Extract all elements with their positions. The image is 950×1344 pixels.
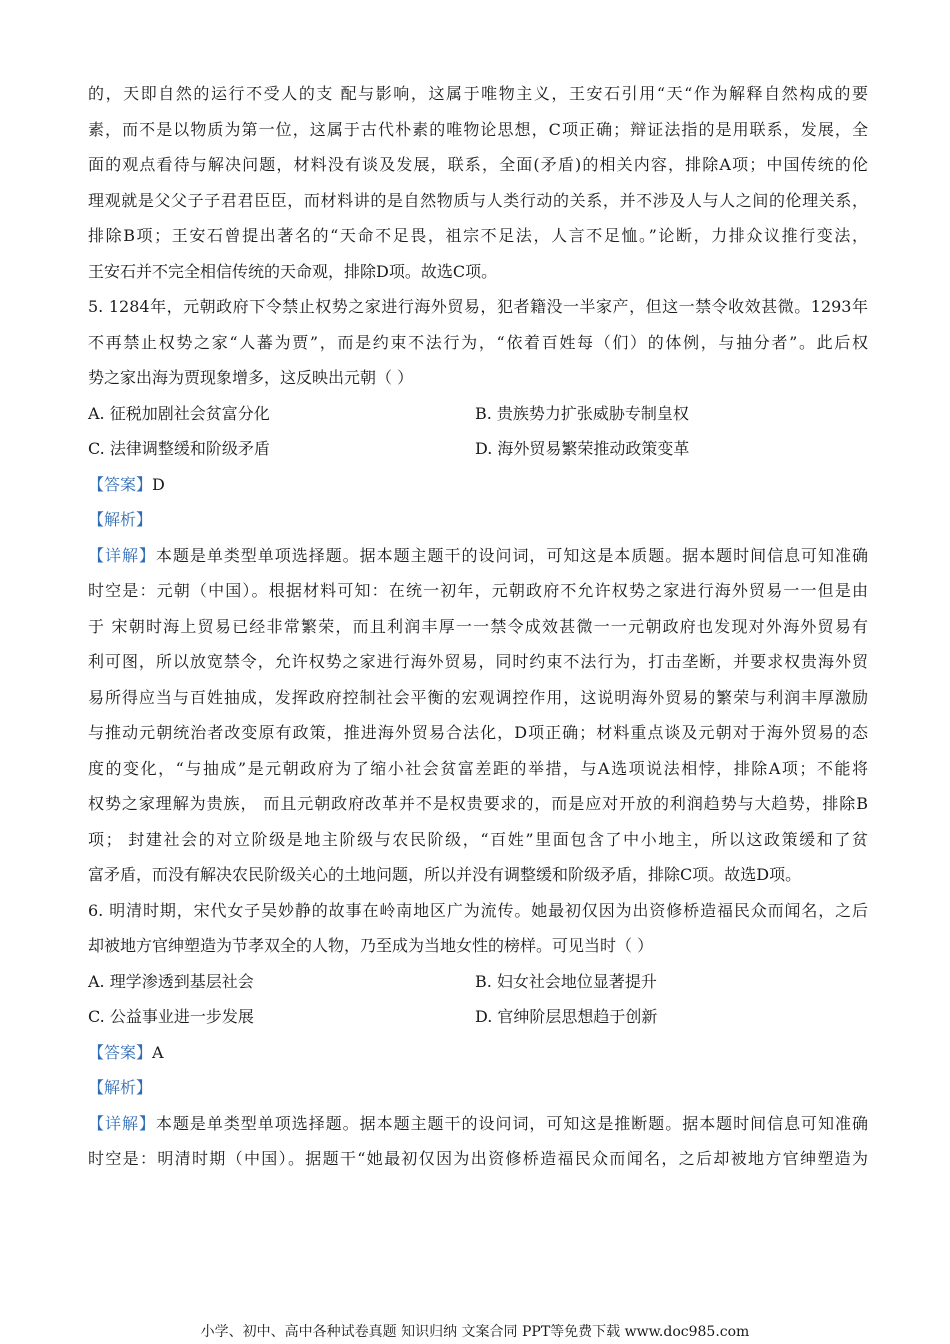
- question-6: [88, 893, 868, 1177]
- detail-line: 利可图，所以放宽禁令，允许权势之家进行海外贸易，同时约束不法行为，打击垄断，并要求权贵海外贸: [88, 652, 868, 671]
- detail-line: [88, 1106, 868, 1142]
- detail-tag: 【详解】: [88, 1113, 156, 1133]
- option-c: C. 公益事业进一步发展: [88, 1007, 254, 1026]
- options-row: [88, 964, 868, 1000]
- page-footer: 小学、初中、高中各种试卷真题 知识归纳 文案合同 PPT等免费下载 www.doc985.com: [200, 1324, 750, 1340]
- option-a: A. 征税加剧社会贫富分化: [88, 403, 270, 423]
- question-5: [88, 289, 868, 893]
- answer-value: D: [152, 474, 165, 494]
- detail-text: 本题是单类型单项选择题。据本题主题干的设问词，可知这是本质题。据本题时间信息可知准确: [155, 545, 868, 565]
- analysis-line: [88, 502, 868, 538]
- answer-tag: 【答案】: [88, 474, 153, 494]
- question-stem-line: 5. 1284年，元朝政府下令禁止权势之家进行海外贸易，犯者籍没一半家产，但这一禁令收效甚微。1293年: [88, 297, 868, 316]
- detail-line: 易所得应当与百姓抽成，发挥政府控制社会平衡的宏观调控作用，这说明海外贸易的繁荣与利润丰厚激励: [88, 687, 868, 707]
- question-stem-line: 势之家出海为贾现象增多，这反映出元朝（ ）: [88, 368, 414, 387]
- option-d: D. 海外贸易繁荣推动政策变革: [475, 439, 690, 458]
- option-a: A. 理学渗透到基层社会: [88, 971, 254, 991]
- document-page: [88, 76, 868, 1177]
- detail-line: 与推动元朝统治者改变原有政策，推进海外贸易合法化，D项正确；材料重点谈及元朝对于海外贸易的态: [88, 723, 868, 742]
- detail-line: 权势之家理解为贵族， 而且元朝政府改革并不是权贵要求的，而是应对开放的利润趋势与大趋势，排除B: [88, 794, 868, 813]
- question-stem-line: 却被地方官绅塑造为节孝双全的人物，乃至成为当地女性的榜样。可见当时（ ）: [88, 936, 654, 955]
- text-line: 理观就是父父子子君君臣臣，而材料讲的是自然物质与人类行动的关系，并不涉及人与人之间的伦理关系，: [88, 190, 868, 210]
- detail-line: 项； 封建社会的对立阶级是地主阶级与农民阶级，“百姓”里面包含了中小地主，所以这政策缓和了贫: [88, 829, 868, 849]
- detail-tag: 【详解】: [88, 545, 156, 565]
- option-d: D. 官绅阶层思想趋于创新: [475, 1007, 658, 1026]
- analysis-line: [88, 1070, 868, 1106]
- answer-tag: 【答案】: [88, 1042, 153, 1062]
- detail-line: 富矛盾，而没有解决农民阶级关心的土地问题，所以并没有调整缓和阶级矛盾，排除C项。故选D项。: [88, 865, 802, 884]
- text-line: 面的观点看待与解决问题，材料没有谈及发展，联系，全面(矛盾)的相关内容，排除A项；中国传统的伦: [88, 155, 868, 174]
- options-row: [88, 396, 868, 432]
- analysis-tag: 【解析】: [88, 510, 153, 529]
- answer-value: A: [152, 1042, 164, 1062]
- previous-analysis-continuation: [88, 76, 868, 289]
- options-row: [88, 999, 868, 1035]
- option-c: C. 法律调整缓和阶级矛盾: [88, 439, 270, 458]
- options-row: [88, 431, 868, 467]
- detail-line: 时空是：明清时期（中国）。据题干“她最初仅因为出资修桥造福民众而闻名，之后却被地方官绅塑造为: [88, 1149, 868, 1168]
- detail-line: 度的变化，“与抽成”是元朝政府为了缩小社会贫富差距的举措，与A选项说法相悖，排除A项；不能将: [88, 758, 868, 778]
- option-b: B. 妇女社会地位显著提升: [475, 971, 657, 991]
- text-line: 素，而不是以物质为第一位，这属于古代朴素的唯物论思想，C项正确；辩证法指的是用联系，发展，全: [88, 119, 868, 139]
- text-line: 王安石并不完全相信传统的天命观，排除D项。故选C项。: [88, 261, 498, 281]
- answer-line: [88, 1035, 868, 1071]
- analysis-tag: 【解析】: [88, 1078, 153, 1097]
- detail-line: [88, 538, 868, 574]
- question-stem-line: 不再禁止权势之家“人蕃为贾”，而是约束不法行为，“依着百姓每（们）的体例，与抽分者”。此后权: [88, 332, 868, 352]
- text-line: 的，天即自然的运行不受人的支 配与影响，这属于唯物主义，王安石引用“天“作为解释自然构成的要: [88, 84, 868, 103]
- question-stem-line: 6. 明清时期，宋代女子吴妙静的故事在岭南地区广为流传。她最初仅因为出资修桥造福民众而闻名，之后: [88, 900, 868, 920]
- option-b: B. 贵族势力扩张威胁专制皇权: [475, 403, 689, 423]
- detail-line: 时空是：元朝（中国）。根据材料可知：在统一初年，元朝政府不允许权势之家进行海外贸易一一但是由: [88, 581, 868, 600]
- text-line: 排除B项；王安石曾提出著名的“天命不足畏，祖宗不足法，人言不足恤。”论断，力排众议推行变法，: [88, 226, 868, 245]
- answer-line: [88, 467, 868, 503]
- detail-text: 本题是单类型单项选择题。据本题主题干的设问词，可知这是推断题。据本题时间信息可知准确: [155, 1113, 868, 1133]
- detail-line: 于 宋朝时海上贸易已经非常繁荣，而且利润丰厚一一禁令成效甚微一一元朝政府也发现对外海外贸易有: [88, 616, 868, 636]
